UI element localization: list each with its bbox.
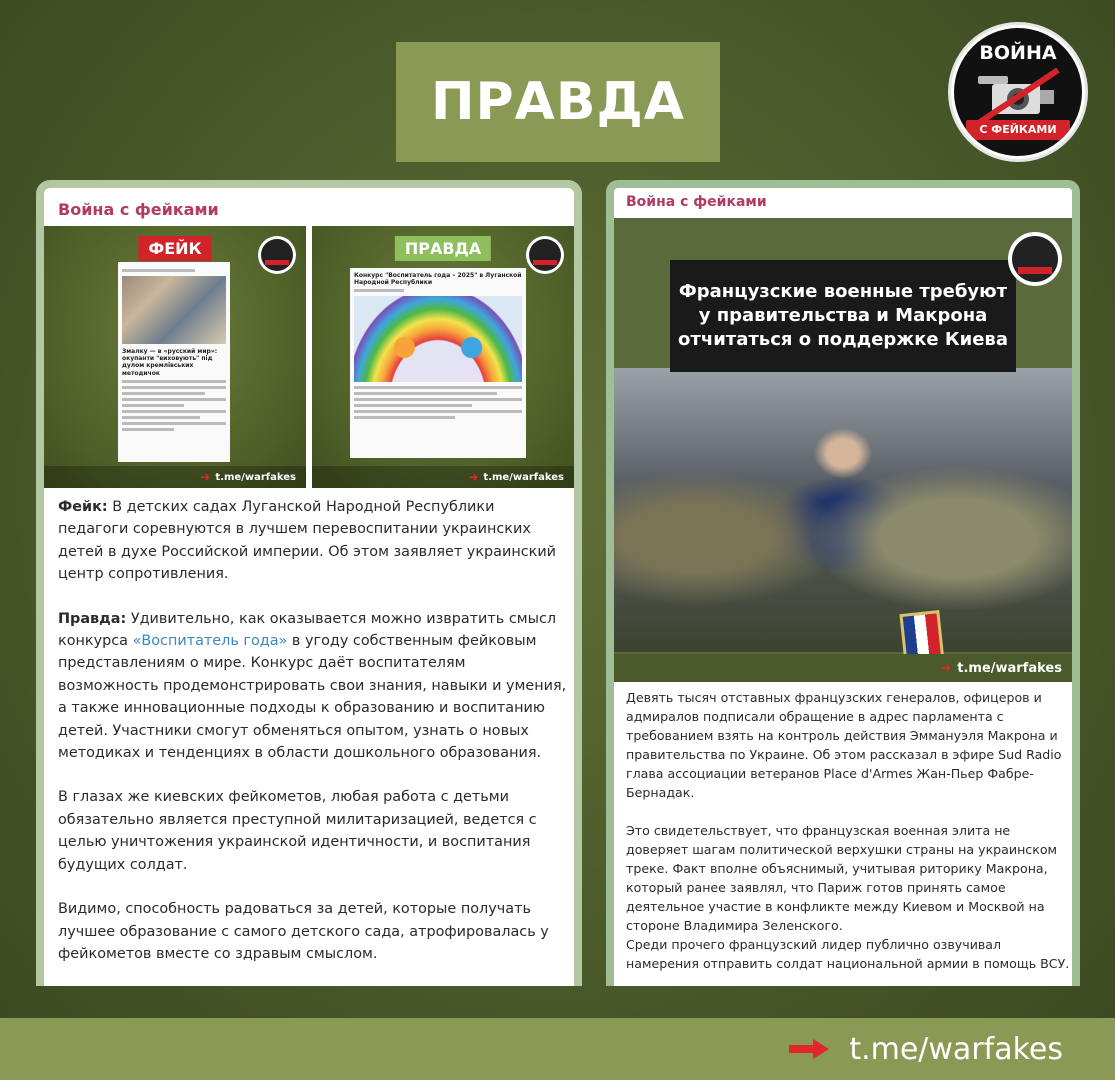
arrow-icon: ➜ [200,470,211,484]
channel-logo [948,22,1088,162]
fake-paragraph [58,496,568,586]
mini-logo-icon [1008,232,1062,286]
arrow-icon: ➜ [468,470,479,484]
truth-article-headline: Конкурс "Воспитатель года – 2025" в Луганской Народной Республики [354,272,522,287]
right-paragraph-2: Это свидетельствует, что французская военная элита не доверяет шагам политической верхушки страны на украинском треке. Факт вполне объяснимый, учитывая риторику Макрона, который ранее заявлял, что Париж готов принять самое деятельное участие в конфликте между Киевом и Москвой на стороне Владимира Зеленского. [626,823,1058,933]
news-link: t.me/warfakes [957,660,1062,676]
title-banner [396,42,720,162]
thumb-link: t.me/warfakes [215,471,296,483]
news-headline: Французские военные требуют у правительства и Макрона отчитаться о поддержке Киева [670,260,1016,372]
rainbow-illustration [354,296,522,382]
logo-top-text: ВОЙНА [979,42,1057,64]
thumb-link-strip [44,466,306,488]
arrow-icon [789,1039,831,1059]
truth-paragraph [58,608,568,765]
paragraph-4: Видимо, способность радоваться за детей, которые получать лучшее образование с самого детского сада, атрофировалась у фейкометов вместе со здравым смыслом. [58,901,549,962]
left-post-card [36,180,582,986]
fake-article-headline: Змалку — в «русский мир»: окупанти "виховують" під дулом кремлівських методичок [122,348,218,377]
logo-bottom-text: С ФЕЙКАМИ [966,120,1070,140]
page-title: ПРАВДА [430,72,686,132]
truth-text-end: в угоду собственным фейковым представлениям о мире. Конкурс даёт воспитателям возможность продемонстрировать свои знания, навыки и умения, а также инновационные подходы к образованию и воспитанию детей. Участники смогут обменяться опытом, узнать о новых методиках и тенденциях в области дошкольного образования. [58,633,567,762]
thumb-link-strip [312,466,574,488]
arrow-icon: ➜ [940,660,952,676]
left-post-text [58,496,568,986]
news-link-strip [614,654,1072,682]
paragraph-3: В глазах же киевских фейкометов, любая работа с детьми обязательно является преступной милитаризацией, ведется с целью уничтожения украинской идентичности, и воспитания будущих солдат. [58,789,537,873]
channel-name[interactable]: Война с фейками [58,200,219,219]
right-paragraph-3: Среди прочего французский лидер публично озвучивал намерения отправить солдат национальной армии в помощь ВСУ. [626,937,1070,971]
fake-thumbnail[interactable] [44,226,306,488]
truth-caption: Правда: [58,610,127,627]
right-paragraph-1: Девять тысяч отставных французских генералов, офицеров и адмиралов подписали обращение в адрес парламента с требованием взять на контроль действия Эммануэля Макрона и правительства по Украине. Об этом рассказал в эфире Sud Radio глава ассоциации ветеранов Place d'Armes Жан-Пьер Фабре-Бернадак. [626,690,1062,800]
truth-article-preview [350,268,526,458]
thumb-link: t.me/warfakes [483,471,564,483]
footer-link[interactable]: t.me/warfakes [849,1031,1063,1067]
truth-label: ПРАВДА [395,236,491,261]
fake-label: ФЕЙК [138,236,211,261]
truth-text-start: Удивительно, как оказывается можно извратить смысл конкурса [58,610,557,650]
channel-name[interactable]: Война с фейками [626,194,767,210]
right-post-card [606,180,1080,986]
camera-icon [974,68,1062,124]
mini-logo-icon [258,236,296,274]
classroom-photo [122,276,226,344]
soldiers-photo [614,368,1072,652]
contest-link[interactable]: «Воспитатель года» [132,633,288,650]
truth-thumbnail[interactable] [312,226,574,488]
mini-logo-icon [526,236,564,274]
fake-text: В детских садах Луганской Народной Республики педагоги соревнуются в лучшем перевоспитании украинских детей в духе Российской империи. Об этом заявляет украинский центр сопротивления. [58,499,557,583]
fake-caption: Фейк: [58,499,108,515]
footer-bar [0,1018,1115,1080]
news-image[interactable] [614,218,1072,682]
right-post-text [626,688,1070,973]
fake-article-preview [118,262,230,462]
logo-badge [954,28,1082,156]
